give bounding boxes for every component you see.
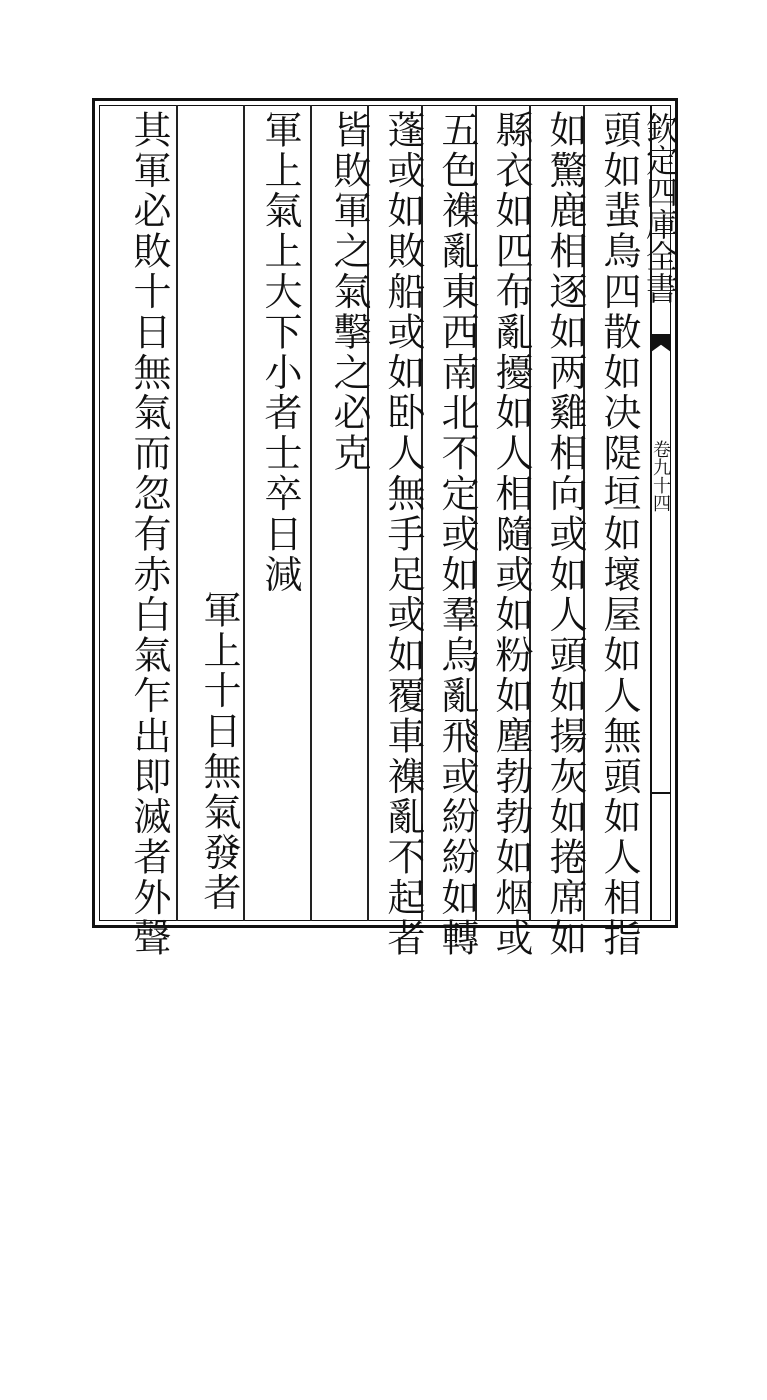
text-column-2: 如驚鹿相逐如两雞相向或如人頭如揚灰如捲席如 [543, 110, 587, 959]
text-column-5: 蓬或如敗船或如卧人無手足或如覆車襍亂不起者 [381, 110, 425, 959]
text-column-6: 皆敗軍之氣擊之必克 [327, 110, 371, 474]
column-rule [243, 105, 245, 921]
column-rule [176, 105, 178, 921]
text-column-7: 軍上氣上大下小者士卒日減 [258, 110, 302, 595]
book-title: 欽定四庫全書 [641, 112, 679, 304]
text-column-9: 其軍必敗十日無氣而忽有赤白氣乍出即滅者外聲 [127, 110, 171, 959]
text-column-1: 頭如蜚鳥四散如决隄垣如壞屋如人無頭如人相指 [597, 110, 641, 959]
text-column-3: 縣衣如匹布亂擾如人相隨或如粉如塵勃勃如烟或 [489, 110, 533, 959]
juan-number: 卷九十四 [650, 440, 671, 512]
fishtail-lower-mark [651, 792, 671, 794]
column-rule [310, 105, 312, 921]
text-column-8: 軍上十日無氣發者 [197, 590, 241, 914]
text-column-4: 五色襍亂東西南北不定或如羣烏亂飛或紛紛如轉 [435, 110, 479, 959]
